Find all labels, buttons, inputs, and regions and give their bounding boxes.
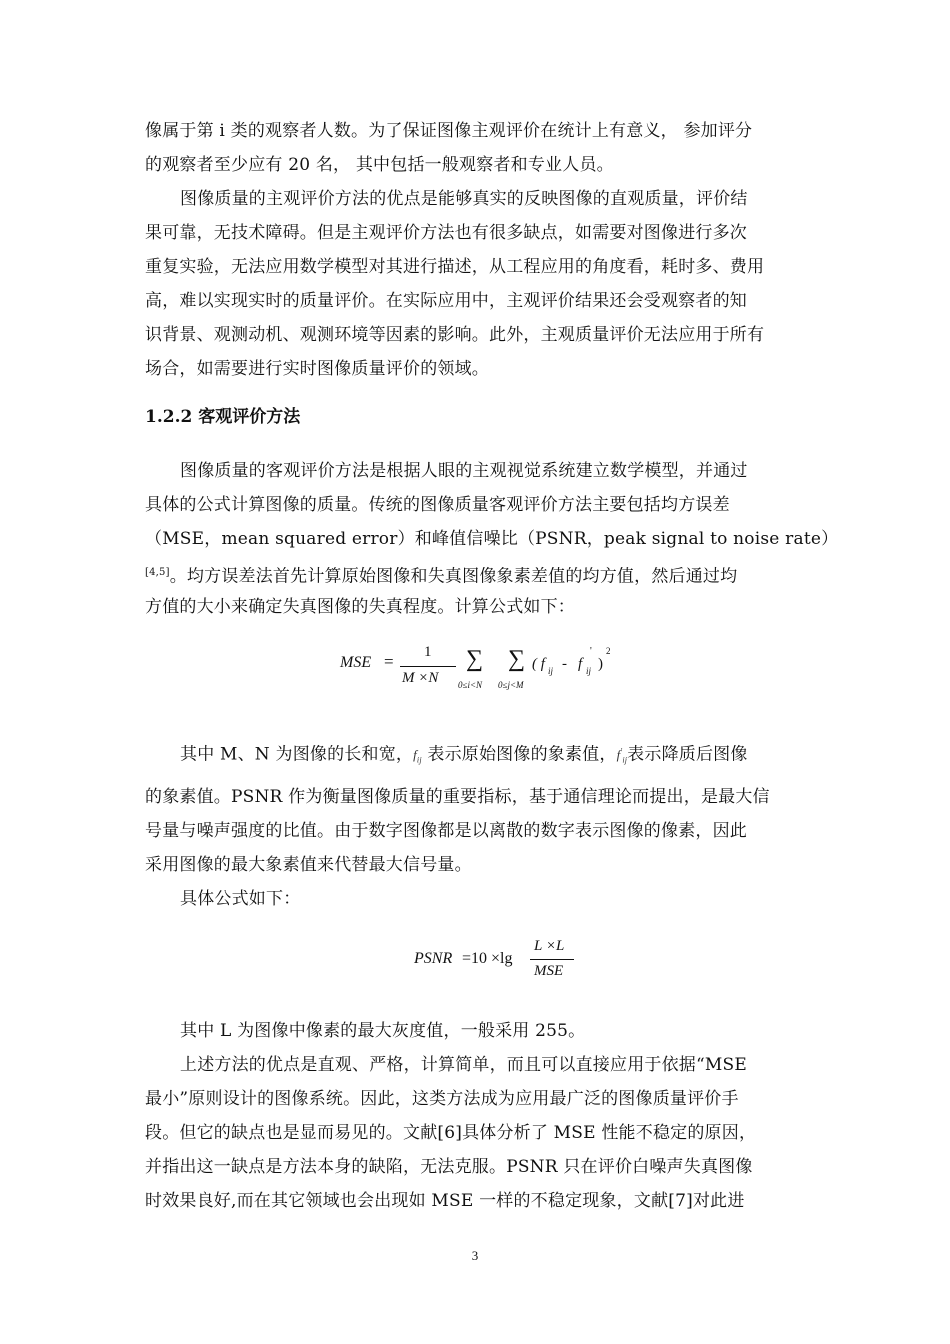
paragraph-line: 果可靠，无技术障碍。但是主观评价方法也有很多缺点，如需要对图像进行多次 [145, 223, 747, 243]
sum-subscript: 0≤i<N [458, 680, 483, 690]
formula-prime: ' [590, 646, 592, 657]
paragraph-line: 最小”原则设计的图像系统。因此，这类方法成为应用最广泛的图像质量评价手 [145, 1089, 739, 1109]
paragraph-line: 识背景、观测动机、观测环境等因素的影响。此外，主观质量评价无法应用于所有 [145, 325, 765, 345]
paragraph-line: 采用图像的最大象素值来代替最大信号量。 [145, 855, 472, 875]
sum-symbol: ∑ [508, 646, 526, 672]
section-heading: 1.2.2 客观评价方法 [145, 407, 301, 427]
formula-subscript: ij [548, 666, 554, 676]
paragraph-line: 并指出这一缺点是方法本身的缺陷，无法克服。PSNR 只在评价白噪声失真图像 [145, 1157, 753, 1177]
page-number: 3 [471, 1248, 479, 1263]
paragraph-line: 方值的大小来确定失真图像的失真程度。计算公式如下： [145, 597, 575, 617]
paragraph-text: 表示原始图像的象素值， [421, 744, 617, 765]
formula-term: ( f [532, 656, 545, 672]
citation: [4,5] [145, 567, 170, 578]
formula-equals: = [384, 652, 394, 671]
paragraph-line: 重复实验，无法应用数学模型对其进行描述，从工程应用的角度看，耗时多、费用 [145, 257, 765, 277]
paragraph-line: 号量与噪声强度的比值。由于数字图像都是以离散的数字表示图像的像素，因此 [145, 821, 747, 841]
formula-minus: - [562, 656, 567, 672]
formula-denominator: MSE [534, 963, 564, 979]
paragraph-line: 像属于第 i 类的观察者人数。为了保证图像主观评价在统计上有意义， 参加评分 [145, 121, 753, 141]
sum-symbol: ∑ [466, 646, 484, 672]
paragraph-line: 场合，如需要进行实时图像质量评价的领域。 [145, 359, 489, 379]
formula-denominator: M ×N [402, 670, 439, 686]
paragraph-line: 具体的公式计算图像的质量。传统的图像质量客观评价方法主要包括均方误差 [145, 495, 730, 515]
paragraph-line [180, 741, 748, 772]
paragraph-line: 具体公式如下： [180, 889, 301, 909]
sum-subscript: 0≤j<M [498, 680, 524, 690]
formula-subscript: ij [586, 666, 592, 676]
inline-symbol: $f_{ij}$ [413, 747, 422, 765]
paragraph-line: 上述方法的优点是直观、严格，计算简单，而且可以直接应用于依据“MSE [180, 1055, 747, 1075]
paragraph-line: （MSE，mean squared error）和峰值信噪比（PSNR，peak signal to noise rate） [145, 529, 839, 549]
formula-equals: =10 ×lg [462, 950, 513, 967]
paragraph-text: 表示降质后图像 [627, 744, 748, 765]
paragraph-line: 图像质量的客观评价方法是根据人眼的主观视觉系统建立数学模型，并通过 [180, 461, 748, 481]
inline-symbol: $f'_{ij}$ [616, 747, 628, 765]
paragraph-line [145, 562, 737, 588]
formula-exponent: 2 [606, 646, 611, 656]
formula-term: f [578, 656, 583, 672]
paragraph-line: 高，难以实现实时的质量评价。在实际应用中，主观评价结果还会受观察者的知 [145, 291, 747, 311]
paragraph-line: 段。但它的缺点也是显而易见的。文献[6]具体分析了 MSE 性能不稳定的原因， [145, 1123, 757, 1143]
paragraph-line: 的观察者至少应有 20 名， 其中包括一般观察者和专业人员。 [145, 155, 614, 175]
paragraph-line: 时效果良好,而在其它领域也会出现如 MSE 一样的不稳定现象，文献[7]对此进 [145, 1191, 745, 1211]
fraction-bar [530, 959, 574, 960]
paragraph-text: 其中 M、N 为图像的长和宽， [180, 744, 414, 765]
paragraph-line: 图像质量的主观评价方法的优点是能够真实的反映图像的直观质量，评价结 [180, 189, 748, 209]
formula-lhs: MSE [340, 654, 372, 671]
formula-numerator: 1 [424, 644, 432, 660]
paragraph-text: 。均方误差法首先计算原始图像和失真图像象素差值的均方值，然后通过均 [169, 566, 738, 587]
formula-lhs: PSNR [414, 950, 453, 967]
paragraph-line: 其中 L 为图像中像素的最大灰度值，一般采用 255。 [180, 1021, 586, 1041]
paragraph-line: 的象素值。PSNR 作为衡量图像质量的重要指标，基于通信理论而提出，是最大信 [145, 787, 770, 807]
fraction-bar [400, 666, 456, 667]
formula-numerator: L ×L [534, 938, 565, 954]
formula-close: ) [598, 656, 603, 672]
